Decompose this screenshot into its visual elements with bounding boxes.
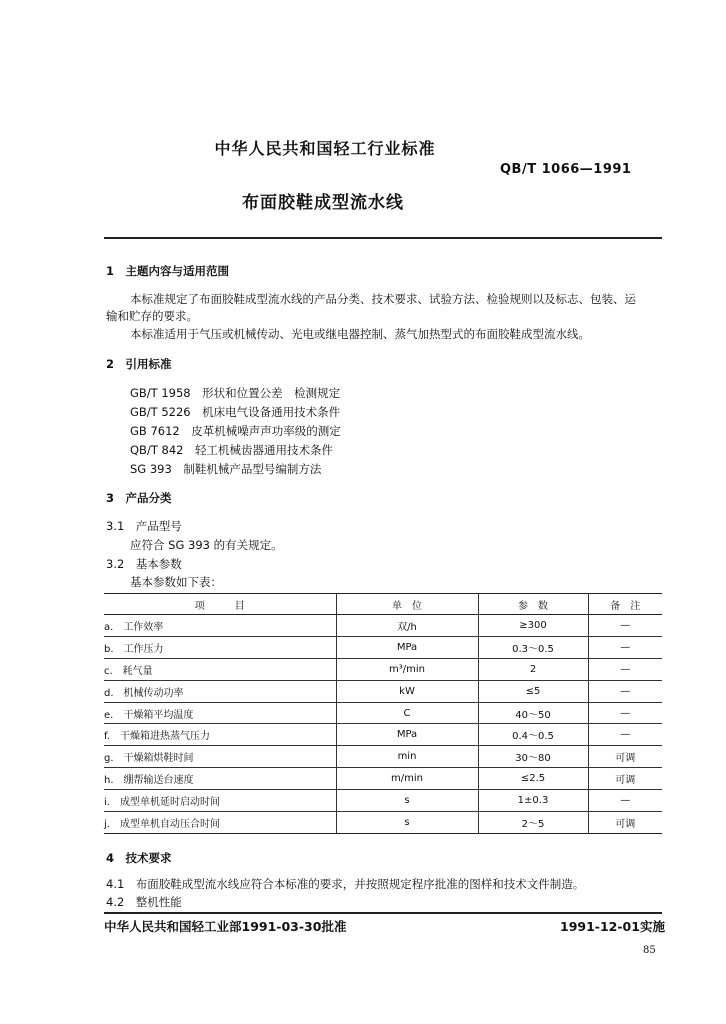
section-4-2-heading: 4.2 整机性能	[106, 895, 182, 909]
section-2-heading: 2 引用标准	[106, 357, 172, 371]
unit-cell: kW	[336, 680, 478, 702]
value-cell: 0.4～0.5	[478, 724, 588, 746]
column-header-note: 备 注	[588, 594, 662, 615]
value-cell: ≤5	[478, 680, 588, 702]
section-3-2-heading: 3.2 基本参数	[106, 557, 182, 571]
note-cell: —	[588, 658, 662, 680]
value-cell: 1±0.3	[478, 790, 588, 812]
section-4-1-text: 4.1 布面胶鞋成型流水线应符合本标准的要求，并按照规定程序批准的图样和技术文件制造。	[106, 877, 585, 891]
item-cell: f. 干燥箱进热蒸气压力	[104, 724, 336, 746]
column-header-value: 参 数	[478, 594, 588, 615]
unit-cell: 双/h	[336, 615, 478, 637]
implementation-date: 1991-12-01实施	[560, 919, 665, 934]
unit-cell: s	[336, 790, 478, 812]
table-row	[104, 615, 662, 637]
unit-cell: C	[336, 702, 478, 724]
page-number: 85	[643, 945, 656, 956]
note-cell: —	[588, 790, 662, 812]
item-cell: a. 工作效率	[104, 615, 336, 637]
column-header-unit: 单 位	[336, 594, 478, 615]
table-row	[104, 790, 662, 812]
unit-cell: min	[336, 746, 478, 768]
note-cell: —	[588, 724, 662, 746]
section-1-para1-line1: 本标准规定了布面胶鞋成型流水线的产品分类、技术要求、试验方法、检验规则以及标志、包装、运	[130, 292, 636, 306]
table-row	[104, 636, 662, 658]
section-3-heading: 3 产品分类	[106, 491, 172, 505]
value-cell: 2～5	[478, 812, 588, 834]
column-header-item: 项 目	[104, 594, 336, 615]
value-cell: 2	[478, 658, 588, 680]
value-cell: 40～50	[478, 702, 588, 724]
reference-item: GB/T 5226 机床电气设备通用技术条件	[130, 405, 341, 419]
unit-cell: MPa	[336, 724, 478, 746]
value-cell: ≤2.5	[478, 768, 588, 790]
item-cell: b. 工作压力	[104, 636, 336, 658]
table-row	[104, 724, 662, 746]
header-rule-thick	[104, 237, 662, 239]
section-3-2-text: 基本参数如下表：	[130, 575, 222, 589]
basic-parameters-table	[104, 593, 662, 834]
table-row	[104, 658, 662, 680]
item-cell: i. 成型单机延时启动时间	[104, 790, 336, 812]
section-1-para2: 本标准适用于气压或机械传动、光电或继电器控制、蒸气加热型式的布面胶鞋成型流水线。	[130, 327, 590, 341]
section-3-1-text: 应符合 SG 393 的有关规定。	[130, 538, 283, 552]
section-1-heading: 1 主题内容与适用范围	[106, 264, 230, 278]
reference-item: GB 7612 皮革机械噪声声功率级的测定	[130, 424, 341, 438]
note-cell: 可调	[588, 768, 662, 790]
item-cell: h. 绷帮输送台速度	[104, 768, 336, 790]
item-cell: e. 干燥箱平均温度	[104, 702, 336, 724]
reference-item: SG 393 制鞋机械产品型号编制方法	[130, 462, 322, 476]
standard-code: QB/T 1066—1991	[500, 162, 632, 177]
unit-cell: m/min	[336, 768, 478, 790]
table-row	[104, 702, 662, 724]
table-row	[104, 746, 662, 768]
item-cell: g. 干燥箱烘鞋时间	[104, 746, 336, 768]
item-cell: d. 机械传动功率	[104, 680, 336, 702]
item-cell: c. 耗气量	[104, 658, 336, 680]
note-cell: 可调	[588, 746, 662, 768]
table-row	[104, 812, 662, 834]
note-cell: —	[588, 615, 662, 637]
document-title: 布面胶鞋成型流水线	[242, 193, 404, 213]
section-3-1-heading: 3.1 产品型号	[106, 519, 182, 533]
note-cell: —	[588, 680, 662, 702]
value-cell: ≥300	[478, 615, 588, 637]
unit-cell: MPa	[336, 636, 478, 658]
section-1-para1-line2: 输和贮存的要求。	[106, 309, 198, 323]
note-cell: 可调	[588, 812, 662, 834]
value-cell: 0.3～0.5	[478, 636, 588, 658]
unit-cell: m³/min	[336, 658, 478, 680]
unit-cell: s	[336, 812, 478, 834]
section-4-heading: 4 技术要求	[106, 851, 172, 865]
note-cell: —	[588, 702, 662, 724]
table-header-row	[104, 594, 662, 615]
footer-rule	[104, 912, 662, 914]
table-row	[104, 768, 662, 790]
value-cell: 30～80	[478, 746, 588, 768]
standard-org-title: 中华人民共和国轻工行业标准	[214, 139, 436, 158]
approval-statement: 中华人民共和国轻工业部1991-03-30批准	[104, 919, 347, 934]
table-row	[104, 680, 662, 702]
note-cell: —	[588, 636, 662, 658]
reference-item: GB/T 1958 形状和位置公差 检测规定	[130, 386, 341, 400]
reference-item: QB/T 842 轻工机械齿器通用技术条件	[130, 443, 333, 457]
item-cell: j. 成型单机自动压合时间	[104, 812, 336, 834]
